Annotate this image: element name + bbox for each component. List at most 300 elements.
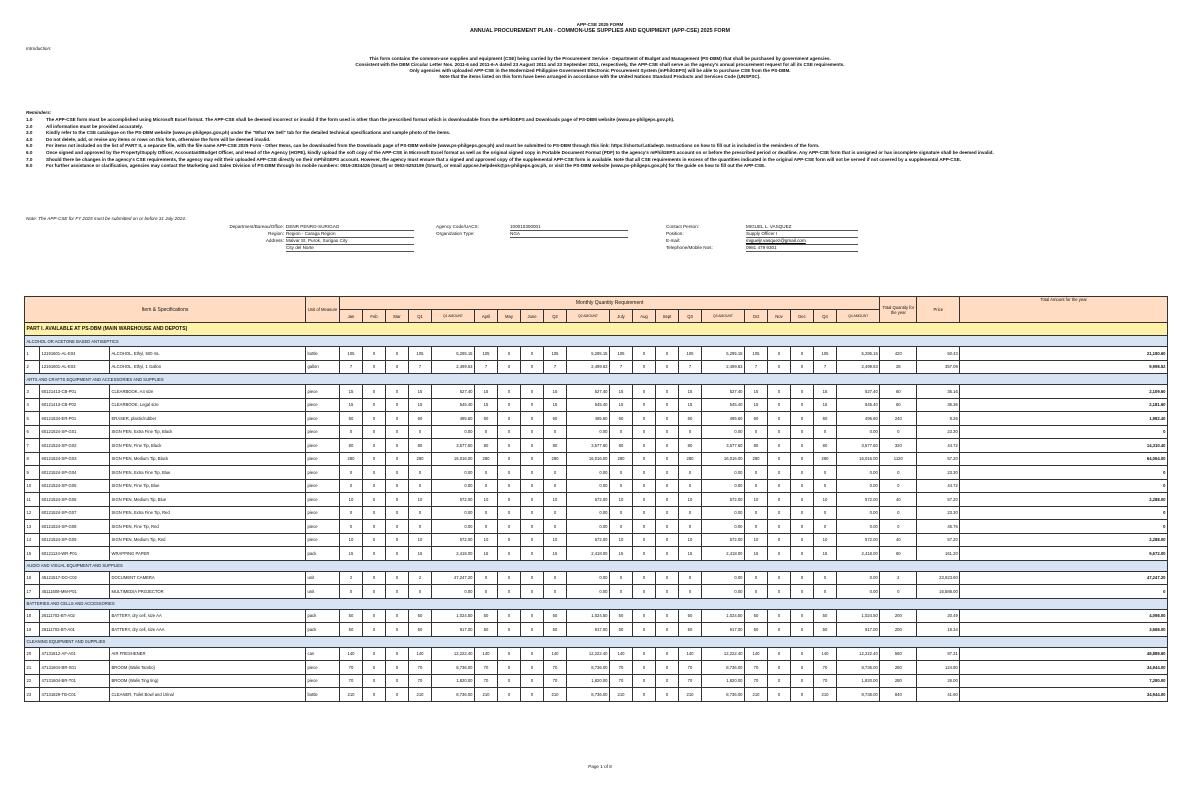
- quantity-input-cell[interactable]: 0: [363, 547, 386, 561]
- quantity-input-cell[interactable]: 70: [610, 661, 633, 675]
- quantity-input-cell[interactable]: 0: [768, 506, 791, 520]
- quantity-input-cell[interactable]: 0: [656, 661, 679, 675]
- quantity-input-cell[interactable]: 0: [386, 585, 409, 599]
- quantity-input-cell[interactable]: 0: [475, 506, 498, 520]
- quantity-input-cell[interactable]: 10: [544, 533, 567, 547]
- quantity-input-cell[interactable]: 0: [363, 688, 386, 702]
- quantity-input-cell[interactable]: 0: [363, 647, 386, 661]
- quantity-input-cell[interactable]: 0: [633, 520, 656, 534]
- quantity-input-cell[interactable]: 0: [656, 425, 679, 439]
- quantity-input-cell[interactable]: 0: [791, 439, 814, 453]
- quantity-input-cell[interactable]: 0: [521, 647, 544, 661]
- quantity-input-cell[interactable]: 0: [633, 412, 656, 426]
- quantity-input-cell[interactable]: 10: [610, 533, 633, 547]
- quantity-input-cell[interactable]: 80: [409, 439, 432, 453]
- quantity-input-cell[interactable]: 0: [791, 506, 814, 520]
- quantity-input-cell[interactable]: 0: [768, 661, 791, 675]
- quantity-input-cell[interactable]: 210: [409, 688, 432, 702]
- quantity-input-cell[interactable]: 0: [498, 479, 521, 493]
- quantity-input-cell[interactable]: 140: [814, 647, 837, 661]
- quantity-input-cell[interactable]: 15: [745, 385, 768, 399]
- quantity-input-cell[interactable]: 105: [745, 347, 768, 361]
- quantity-input-cell[interactable]: 0: [633, 398, 656, 412]
- quantity-input-cell[interactable]: 0: [386, 571, 409, 585]
- quantity-input-cell[interactable]: 50: [814, 609, 837, 623]
- quantity-input-cell[interactable]: 0: [791, 661, 814, 675]
- quantity-input-cell[interactable]: 0: [633, 479, 656, 493]
- quantity-input-cell[interactable]: 0: [386, 623, 409, 637]
- quantity-input-cell[interactable]: 2: [340, 571, 363, 585]
- quantity-input-cell[interactable]: 0: [475, 585, 498, 599]
- quantity-input-cell[interactable]: 0: [498, 412, 521, 426]
- quantity-input-cell[interactable]: 0: [498, 571, 521, 585]
- quantity-input-cell[interactable]: 0: [521, 688, 544, 702]
- quantity-input-cell[interactable]: 0: [633, 347, 656, 361]
- quantity-input-cell[interactable]: 0: [363, 585, 386, 599]
- quantity-input-cell[interactable]: 0: [633, 661, 656, 675]
- quantity-input-cell[interactable]: 0: [633, 609, 656, 623]
- quantity-input-cell[interactable]: 0: [521, 547, 544, 561]
- quantity-input-cell[interactable]: 0: [768, 674, 791, 688]
- quantity-input-cell[interactable]: 0: [791, 479, 814, 493]
- quantity-input-cell[interactable]: 0: [791, 547, 814, 561]
- quantity-input-cell[interactable]: 0: [409, 466, 432, 480]
- quantity-input-cell[interactable]: 0: [768, 398, 791, 412]
- quantity-input-cell[interactable]: 0: [498, 506, 521, 520]
- quantity-input-cell[interactable]: 0: [521, 360, 544, 374]
- quantity-input-cell[interactable]: 15: [544, 398, 567, 412]
- quantity-input-cell[interactable]: 50: [610, 623, 633, 637]
- quantity-input-cell[interactable]: 0: [814, 479, 837, 493]
- quantity-input-cell[interactable]: 0: [521, 493, 544, 507]
- quantity-input-cell[interactable]: 0: [386, 452, 409, 466]
- position-field[interactable]: Supply Officer I: [746, 231, 858, 238]
- quantity-input-cell[interactable]: 0: [475, 466, 498, 480]
- quantity-input-cell[interactable]: 15: [814, 398, 837, 412]
- quantity-input-cell[interactable]: 0: [656, 674, 679, 688]
- quantity-input-cell[interactable]: 0: [745, 571, 768, 585]
- quantity-input-cell[interactable]: 0: [498, 385, 521, 399]
- quantity-input-cell[interactable]: 0: [340, 425, 363, 439]
- quantity-input-cell[interactable]: 0: [544, 506, 567, 520]
- quantity-input-cell[interactable]: 0: [791, 571, 814, 585]
- quantity-input-cell[interactable]: 105: [544, 347, 567, 361]
- quantity-input-cell[interactable]: 0: [498, 609, 521, 623]
- quantity-input-cell[interactable]: 210: [745, 688, 768, 702]
- address-field-line2[interactable]: City del Norte: [286, 245, 414, 252]
- quantity-input-cell[interactable]: 0: [498, 688, 521, 702]
- quantity-input-cell[interactable]: 0: [521, 347, 544, 361]
- quantity-input-cell[interactable]: 0: [679, 520, 702, 534]
- quantity-input-cell[interactable]: 50: [745, 623, 768, 637]
- quantity-input-cell[interactable]: 0: [521, 533, 544, 547]
- quantity-input-cell[interactable]: 105: [340, 347, 363, 361]
- quantity-input-cell[interactable]: 50: [610, 609, 633, 623]
- quantity-input-cell[interactable]: 0: [633, 439, 656, 453]
- email-field[interactable]: migueljr.vasquez@gmail.com: [746, 238, 858, 245]
- quantity-input-cell[interactable]: 0: [610, 571, 633, 585]
- quantity-input-cell[interactable]: 0: [768, 585, 791, 599]
- quantity-input-cell[interactable]: 0: [544, 425, 567, 439]
- quantity-input-cell[interactable]: 80: [475, 439, 498, 453]
- quantity-input-cell[interactable]: 0: [633, 360, 656, 374]
- quantity-input-cell[interactable]: 0: [409, 425, 432, 439]
- quantity-input-cell[interactable]: 7: [340, 360, 363, 374]
- quantity-input-cell[interactable]: 0: [521, 506, 544, 520]
- quantity-input-cell[interactable]: 0: [340, 520, 363, 534]
- quantity-input-cell[interactable]: 0: [363, 398, 386, 412]
- quantity-input-cell[interactable]: 0: [363, 360, 386, 374]
- quantity-input-cell[interactable]: 0: [791, 688, 814, 702]
- quantity-input-cell[interactable]: 0: [386, 439, 409, 453]
- quantity-input-cell[interactable]: 0: [386, 506, 409, 520]
- quantity-input-cell[interactable]: 15: [679, 547, 702, 561]
- quantity-input-cell[interactable]: 0: [633, 623, 656, 637]
- quantity-input-cell[interactable]: 0: [386, 647, 409, 661]
- quantity-input-cell[interactable]: 140: [409, 647, 432, 661]
- quantity-input-cell[interactable]: 0: [656, 647, 679, 661]
- quantity-input-cell[interactable]: 80: [340, 439, 363, 453]
- quantity-input-cell[interactable]: 70: [544, 674, 567, 688]
- quantity-input-cell[interactable]: 10: [814, 493, 837, 507]
- quantity-input-cell[interactable]: 70: [340, 674, 363, 688]
- quantity-input-cell[interactable]: 280: [544, 452, 567, 466]
- quantity-input-cell[interactable]: 7: [814, 360, 837, 374]
- quantity-input-cell[interactable]: 15: [475, 385, 498, 399]
- quantity-input-cell[interactable]: 60: [814, 412, 837, 426]
- quantity-input-cell[interactable]: 0: [768, 571, 791, 585]
- quantity-input-cell[interactable]: 0: [633, 674, 656, 688]
- quantity-input-cell[interactable]: 0: [363, 623, 386, 637]
- quantity-input-cell[interactable]: 0: [745, 466, 768, 480]
- quantity-input-cell[interactable]: 0: [521, 585, 544, 599]
- quantity-input-cell[interactable]: 60: [745, 412, 768, 426]
- quantity-input-cell[interactable]: 0: [363, 385, 386, 399]
- quantity-input-cell[interactable]: 10: [409, 533, 432, 547]
- quantity-input-cell[interactable]: 2: [409, 571, 432, 585]
- quantity-input-cell[interactable]: 60: [610, 412, 633, 426]
- quantity-input-cell[interactable]: 0: [409, 479, 432, 493]
- quantity-input-cell[interactable]: 0: [409, 520, 432, 534]
- quantity-input-cell[interactable]: 0: [363, 425, 386, 439]
- quantity-input-cell[interactable]: 15: [409, 547, 432, 561]
- quantity-input-cell[interactable]: 10: [409, 493, 432, 507]
- quantity-input-cell[interactable]: 280: [814, 452, 837, 466]
- quantity-input-cell[interactable]: 0: [498, 360, 521, 374]
- quantity-input-cell[interactable]: 0: [475, 425, 498, 439]
- quantity-input-cell[interactable]: 70: [409, 661, 432, 675]
- quantity-input-cell[interactable]: 15: [475, 398, 498, 412]
- quantity-input-cell[interactable]: 7: [610, 360, 633, 374]
- quantity-input-cell[interactable]: 0: [363, 466, 386, 480]
- quantity-input-cell[interactable]: 0: [363, 493, 386, 507]
- quantity-input-cell[interactable]: 105: [679, 347, 702, 361]
- quantity-input-cell[interactable]: 0: [768, 385, 791, 399]
- quantity-input-cell[interactable]: 0: [521, 674, 544, 688]
- quantity-input-cell[interactable]: 0: [768, 609, 791, 623]
- quantity-input-cell[interactable]: 0: [386, 360, 409, 374]
- quantity-input-cell[interactable]: 0: [768, 479, 791, 493]
- quantity-input-cell[interactable]: 0: [386, 533, 409, 547]
- quantity-input-cell[interactable]: 0: [386, 493, 409, 507]
- quantity-input-cell[interactable]: 0: [768, 520, 791, 534]
- quantity-input-cell[interactable]: 0: [814, 585, 837, 599]
- quantity-input-cell[interactable]: 0: [656, 547, 679, 561]
- quantity-input-cell[interactable]: 0: [521, 452, 544, 466]
- quantity-input-cell[interactable]: 0: [768, 533, 791, 547]
- region-field[interactable]: Region - Caraga Region: [286, 231, 414, 238]
- quantity-input-cell[interactable]: 0: [656, 385, 679, 399]
- quantity-input-cell[interactable]: 0: [768, 439, 791, 453]
- quantity-input-cell[interactable]: 50: [340, 623, 363, 637]
- quantity-input-cell[interactable]: 50: [679, 623, 702, 637]
- quantity-input-cell[interactable]: 140: [610, 647, 633, 661]
- quantity-input-cell[interactable]: 0: [340, 466, 363, 480]
- quantity-input-cell[interactable]: 50: [679, 609, 702, 623]
- quantity-input-cell[interactable]: 15: [409, 398, 432, 412]
- quantity-input-cell[interactable]: 0: [768, 623, 791, 637]
- quantity-input-cell[interactable]: 0: [656, 439, 679, 453]
- quantity-input-cell[interactable]: 10: [679, 493, 702, 507]
- quantity-input-cell[interactable]: 0: [498, 661, 521, 675]
- quantity-input-cell[interactable]: 50: [475, 623, 498, 637]
- quantity-input-cell[interactable]: 280: [679, 452, 702, 466]
- quantity-input-cell[interactable]: 0: [633, 571, 656, 585]
- quantity-input-cell[interactable]: 0: [521, 466, 544, 480]
- quantity-input-cell[interactable]: 0: [544, 571, 567, 585]
- quantity-input-cell[interactable]: 0: [814, 506, 837, 520]
- quantity-input-cell[interactable]: 0: [814, 571, 837, 585]
- quantity-input-cell[interactable]: 0: [679, 506, 702, 520]
- quantity-input-cell[interactable]: 0: [363, 533, 386, 547]
- quantity-input-cell[interactable]: 50: [409, 609, 432, 623]
- quantity-input-cell[interactable]: 10: [745, 533, 768, 547]
- quantity-input-cell[interactable]: 15: [610, 547, 633, 561]
- quantity-input-cell[interactable]: 70: [544, 661, 567, 675]
- quantity-input-cell[interactable]: 0: [409, 585, 432, 599]
- quantity-input-cell[interactable]: 0: [363, 520, 386, 534]
- quantity-input-cell[interactable]: 0: [745, 585, 768, 599]
- quantity-input-cell[interactable]: 70: [610, 674, 633, 688]
- agency-code-field[interactable]: 100010300001: [510, 224, 628, 231]
- quantity-input-cell[interactable]: 70: [475, 674, 498, 688]
- quantity-input-cell[interactable]: 0: [791, 466, 814, 480]
- phone-field[interactable]: 0981 479 9301: [746, 245, 858, 252]
- quantity-input-cell[interactable]: 7: [679, 360, 702, 374]
- quantity-input-cell[interactable]: 0: [386, 466, 409, 480]
- quantity-input-cell[interactable]: 0: [475, 520, 498, 534]
- quantity-input-cell[interactable]: 15: [544, 547, 567, 561]
- quantity-input-cell[interactable]: 0: [521, 609, 544, 623]
- quantity-input-cell[interactable]: 140: [679, 647, 702, 661]
- quantity-input-cell[interactable]: 0: [610, 520, 633, 534]
- quantity-input-cell[interactable]: 0: [498, 520, 521, 534]
- quantity-input-cell[interactable]: 210: [475, 688, 498, 702]
- quantity-input-cell[interactable]: 280: [610, 452, 633, 466]
- quantity-input-cell[interactable]: 0: [386, 347, 409, 361]
- quantity-input-cell[interactable]: 280: [409, 452, 432, 466]
- quantity-input-cell[interactable]: 0: [610, 479, 633, 493]
- quantity-input-cell[interactable]: 0: [633, 647, 656, 661]
- quantity-input-cell[interactable]: 0: [386, 398, 409, 412]
- quantity-input-cell[interactable]: 10: [610, 493, 633, 507]
- quantity-input-cell[interactable]: 0: [633, 425, 656, 439]
- quantity-input-cell[interactable]: 0: [656, 533, 679, 547]
- quantity-input-cell[interactable]: 0: [386, 520, 409, 534]
- quantity-input-cell[interactable]: 0: [745, 479, 768, 493]
- quantity-input-cell[interactable]: 280: [340, 452, 363, 466]
- quantity-input-cell[interactable]: 0: [498, 547, 521, 561]
- quantity-input-cell[interactable]: 0: [498, 425, 521, 439]
- quantity-input-cell[interactable]: 0: [656, 479, 679, 493]
- quantity-input-cell[interactable]: 0: [386, 385, 409, 399]
- quantity-input-cell[interactable]: 0: [656, 623, 679, 637]
- quantity-input-cell[interactable]: 0: [363, 674, 386, 688]
- address-field[interactable]: Malvar St. Purok, Surigao City: [286, 238, 414, 245]
- quantity-input-cell[interactable]: 0: [363, 439, 386, 453]
- quantity-input-cell[interactable]: 0: [768, 347, 791, 361]
- quantity-input-cell[interactable]: 15: [340, 398, 363, 412]
- quantity-input-cell[interactable]: 7: [409, 360, 432, 374]
- quantity-input-cell[interactable]: 0: [363, 609, 386, 623]
- quantity-input-cell[interactable]: 0: [521, 439, 544, 453]
- quantity-input-cell[interactable]: 0: [656, 609, 679, 623]
- org-type-field[interactable]: NGA: [510, 231, 628, 238]
- quantity-input-cell[interactable]: 80: [814, 439, 837, 453]
- quantity-input-cell[interactable]: 140: [475, 647, 498, 661]
- quantity-input-cell[interactable]: 0: [768, 412, 791, 426]
- quantity-input-cell[interactable]: 210: [679, 688, 702, 702]
- quantity-input-cell[interactable]: 0: [340, 479, 363, 493]
- quantity-input-cell[interactable]: 140: [745, 647, 768, 661]
- quantity-input-cell[interactable]: 70: [679, 674, 702, 688]
- quantity-input-cell[interactable]: 0: [386, 425, 409, 439]
- quantity-input-cell[interactable]: 0: [386, 479, 409, 493]
- quantity-input-cell[interactable]: 60: [409, 412, 432, 426]
- quantity-input-cell[interactable]: 105: [475, 347, 498, 361]
- quantity-input-cell[interactable]: 0: [363, 412, 386, 426]
- quantity-input-cell[interactable]: 0: [768, 452, 791, 466]
- quantity-input-cell[interactable]: 0: [656, 688, 679, 702]
- quantity-input-cell[interactable]: 0: [363, 506, 386, 520]
- quantity-input-cell[interactable]: 210: [610, 688, 633, 702]
- quantity-input-cell[interactable]: 0: [633, 493, 656, 507]
- quantity-input-cell[interactable]: 0: [521, 425, 544, 439]
- quantity-input-cell[interactable]: 0: [791, 520, 814, 534]
- quantity-input-cell[interactable]: 0: [656, 585, 679, 599]
- quantity-input-cell[interactable]: 0: [610, 466, 633, 480]
- quantity-input-cell[interactable]: 15: [814, 385, 837, 399]
- quantity-input-cell[interactable]: 0: [768, 493, 791, 507]
- quantity-input-cell[interactable]: 0: [498, 623, 521, 637]
- quantity-input-cell[interactable]: 0: [768, 688, 791, 702]
- quantity-input-cell[interactable]: 0: [386, 674, 409, 688]
- quantity-input-cell[interactable]: 0: [791, 533, 814, 547]
- quantity-input-cell[interactable]: 10: [679, 533, 702, 547]
- quantity-input-cell[interactable]: 0: [791, 452, 814, 466]
- quantity-input-cell[interactable]: 0: [656, 347, 679, 361]
- quantity-input-cell[interactable]: 0: [656, 506, 679, 520]
- quantity-input-cell[interactable]: 0: [656, 398, 679, 412]
- quantity-input-cell[interactable]: 0: [498, 493, 521, 507]
- quantity-input-cell[interactable]: 0: [633, 547, 656, 561]
- quantity-input-cell[interactable]: 280: [475, 452, 498, 466]
- quantity-input-cell[interactable]: 10: [475, 533, 498, 547]
- quantity-input-cell[interactable]: 0: [656, 466, 679, 480]
- quantity-input-cell[interactable]: 0: [386, 412, 409, 426]
- quantity-input-cell[interactable]: 280: [745, 452, 768, 466]
- quantity-input-cell[interactable]: 70: [679, 661, 702, 675]
- quantity-input-cell[interactable]: 0: [633, 466, 656, 480]
- quantity-input-cell[interactable]: 70: [409, 674, 432, 688]
- quantity-input-cell[interactable]: 0: [745, 520, 768, 534]
- quantity-input-cell[interactable]: 0: [656, 520, 679, 534]
- quantity-input-cell[interactable]: 0: [340, 585, 363, 599]
- quantity-input-cell[interactable]: 0: [521, 385, 544, 399]
- quantity-input-cell[interactable]: 0: [768, 425, 791, 439]
- quantity-input-cell[interactable]: 10: [544, 493, 567, 507]
- quantity-input-cell[interactable]: 0: [544, 479, 567, 493]
- quantity-input-cell[interactable]: 0: [610, 585, 633, 599]
- quantity-input-cell[interactable]: 0: [633, 585, 656, 599]
- quantity-input-cell[interactable]: 0: [791, 493, 814, 507]
- quantity-input-cell[interactable]: 0: [679, 466, 702, 480]
- quantity-input-cell[interactable]: 50: [745, 609, 768, 623]
- quantity-input-cell[interactable]: 70: [340, 661, 363, 675]
- quantity-input-cell[interactable]: 0: [679, 425, 702, 439]
- quantity-input-cell[interactable]: 0: [521, 479, 544, 493]
- quantity-input-cell[interactable]: 0: [656, 571, 679, 585]
- quantity-input-cell[interactable]: 0: [363, 661, 386, 675]
- quantity-input-cell[interactable]: 60: [679, 412, 702, 426]
- quantity-input-cell[interactable]: 80: [610, 439, 633, 453]
- quantity-input-cell[interactable]: 60: [340, 412, 363, 426]
- quantity-input-cell[interactable]: 0: [814, 520, 837, 534]
- quantity-input-cell[interactable]: 0: [791, 385, 814, 399]
- quantity-input-cell[interactable]: 50: [340, 609, 363, 623]
- quantity-input-cell[interactable]: 0: [656, 412, 679, 426]
- quantity-input-cell[interactable]: 0: [679, 479, 702, 493]
- quantity-input-cell[interactable]: 70: [745, 674, 768, 688]
- quantity-input-cell[interactable]: 15: [745, 547, 768, 561]
- quantity-input-cell[interactable]: 0: [498, 674, 521, 688]
- quantity-input-cell[interactable]: 50: [544, 623, 567, 637]
- quantity-input-cell[interactable]: 0: [498, 347, 521, 361]
- quantity-input-cell[interactable]: 0: [633, 452, 656, 466]
- quantity-input-cell[interactable]: 0: [791, 647, 814, 661]
- quantity-input-cell[interactable]: 15: [679, 398, 702, 412]
- quantity-input-cell[interactable]: 0: [521, 398, 544, 412]
- quantity-input-cell[interactable]: 0: [656, 360, 679, 374]
- quantity-input-cell[interactable]: 0: [633, 688, 656, 702]
- quantity-input-cell[interactable]: 10: [340, 493, 363, 507]
- quantity-input-cell[interactable]: 10: [814, 533, 837, 547]
- quantity-input-cell[interactable]: 10: [340, 533, 363, 547]
- quantity-input-cell[interactable]: 0: [386, 688, 409, 702]
- contact-field[interactable]: MIGUEL L. VASQUEZ: [746, 224, 858, 231]
- quantity-input-cell[interactable]: 0: [498, 398, 521, 412]
- quantity-input-cell[interactable]: 0: [340, 506, 363, 520]
- quantity-input-cell[interactable]: 0: [791, 360, 814, 374]
- quantity-input-cell[interactable]: 0: [475, 571, 498, 585]
- quantity-input-cell[interactable]: 105: [610, 347, 633, 361]
- quantity-input-cell[interactable]: 0: [791, 425, 814, 439]
- quantity-input-cell[interactable]: 0: [544, 520, 567, 534]
- quantity-input-cell[interactable]: 15: [475, 547, 498, 561]
- quantity-input-cell[interactable]: 0: [633, 533, 656, 547]
- quantity-input-cell[interactable]: 140: [544, 647, 567, 661]
- quantity-input-cell[interactable]: 0: [521, 623, 544, 637]
